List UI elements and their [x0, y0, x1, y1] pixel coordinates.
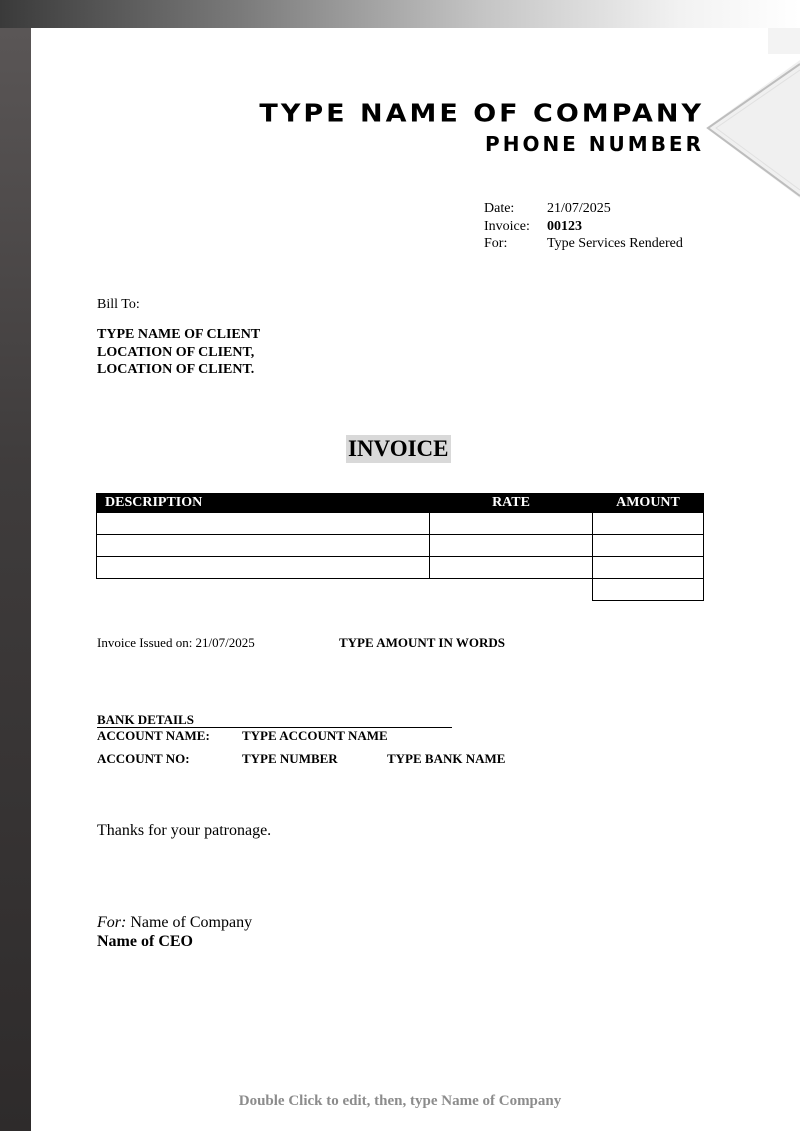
bank-details: [97, 712, 506, 766]
table-row: [97, 557, 704, 579]
total-row: [97, 579, 704, 601]
for-prefix: For:: [97, 914, 127, 931]
invoice-meta: [484, 200, 683, 253]
bill-to-label: Bill To:: [97, 297, 140, 312]
client-name[interactable]: TYPE NAME OF CLIENT: [97, 327, 261, 342]
ceo-name[interactable]: Name of CEO: [97, 933, 193, 950]
client-location-1[interactable]: LOCATION OF CLIENT,: [97, 344, 255, 360]
thanks-message[interactable]: Thanks for your patronage.: [97, 822, 272, 839]
invoice-issued-on[interactable]: Invoice Issued on: 21/07/2025: [97, 635, 255, 650]
amount-cell[interactable]: [593, 557, 704, 579]
corner-tab: [768, 28, 800, 54]
description-cell[interactable]: [97, 513, 430, 535]
account-number-label: ACCOUNT NO:: [97, 751, 190, 766]
rate-cell[interactable]: [430, 535, 593, 557]
for-company-line: [97, 914, 252, 932]
for-label: For:: [484, 236, 508, 251]
account-name-label: ACCOUNT NAME:: [97, 728, 210, 743]
total-amount-cell[interactable]: [593, 579, 704, 601]
table-row: [97, 513, 704, 535]
meta-invoice-row: [484, 218, 683, 236]
description-cell[interactable]: [97, 557, 430, 579]
for-company-name[interactable]: Name of Company: [126, 914, 253, 931]
column-header-rate: RATE: [430, 494, 593, 513]
for-value[interactable]: Type Services Rendered: [547, 236, 683, 251]
date-label: Date:: [484, 201, 515, 216]
total-spacer: [97, 579, 593, 601]
account-number-row: [97, 751, 506, 767]
top-gradient-band: [0, 0, 800, 28]
date-value[interactable]: 21/07/2025: [547, 201, 611, 216]
meta-for-row: [484, 235, 683, 253]
company-name[interactable]: TYPE NAME OF COMPANY: [259, 99, 704, 128]
invoice-number-label: Invoice:: [484, 218, 530, 234]
bank-details-heading: BANK DETAILS: [97, 713, 452, 728]
column-header-description: DESCRIPTION: [97, 494, 430, 513]
column-header-amount: AMOUNT: [593, 494, 704, 513]
table-row: [97, 535, 704, 557]
client-location-2[interactable]: LOCATION OF CLIENT.: [97, 362, 255, 377]
rate-cell[interactable]: [430, 557, 593, 579]
account-number-value[interactable]: TYPE NUMBER: [242, 751, 338, 766]
meta-date-row: [484, 200, 683, 218]
description-cell[interactable]: [97, 535, 430, 557]
left-gradient-band: [0, 28, 31, 1131]
bank-name-value[interactable]: TYPE BANK NAME: [387, 751, 506, 766]
account-name-row: [97, 728, 388, 744]
amount-cell[interactable]: [593, 535, 704, 557]
account-name-value[interactable]: TYPE ACCOUNT NAME: [242, 728, 388, 743]
amount-cell[interactable]: [593, 513, 704, 535]
amount-in-words[interactable]: TYPE AMOUNT IN WORDS: [339, 635, 506, 650]
invoice-number-value[interactable]: 00123: [547, 218, 582, 234]
line-items-table: [96, 493, 704, 601]
page-fold-decoration: [700, 60, 800, 200]
company-phone[interactable]: PHONE NUMBER: [485, 132, 704, 156]
client-block: [97, 326, 260, 379]
footer-hint[interactable]: Double Click to edit, then, type Name of Company: [238, 1093, 562, 1109]
rate-cell[interactable]: [430, 513, 593, 535]
table-header-row: [97, 494, 704, 513]
invoice-title: INVOICE: [348, 436, 449, 461]
